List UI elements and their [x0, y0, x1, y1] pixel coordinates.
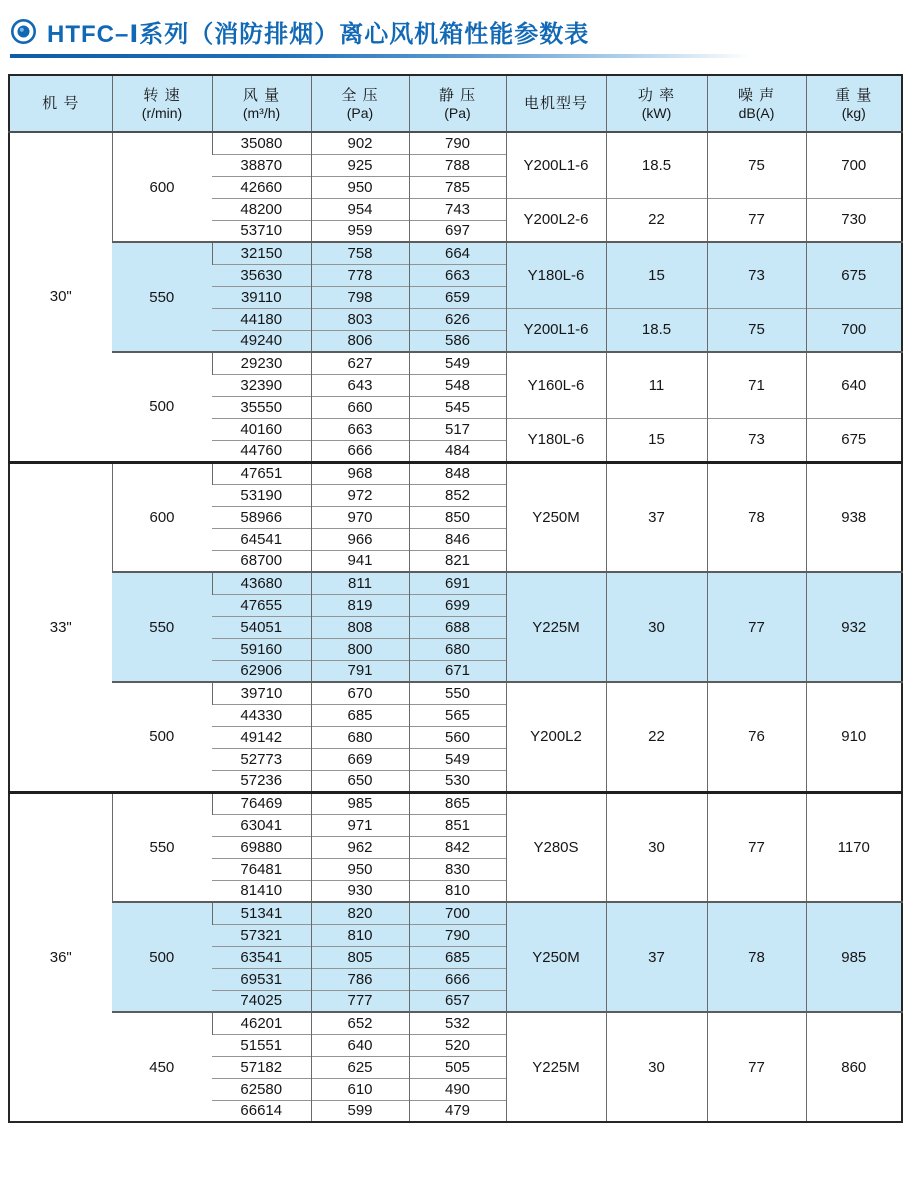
column-header-3: 全 压 (Pa): [311, 75, 409, 132]
total-pressure-cell: 959: [311, 220, 409, 242]
total-pressure-cell: 627: [311, 352, 409, 374]
total-pressure-cell: 670: [311, 682, 409, 704]
static-pressure-cell: 743: [409, 198, 506, 220]
static-pressure-cell: 657: [409, 990, 506, 1012]
motor-model-cell: Y225M: [506, 572, 606, 682]
motor-model-cell: Y200L1-6: [506, 308, 606, 352]
airflow-cell: 62580: [212, 1078, 311, 1100]
airflow-cell: 35080: [212, 132, 311, 154]
speed-cell: 550: [112, 792, 212, 902]
airflow-cell: 81410: [212, 880, 311, 902]
noise-cell: 75: [707, 308, 806, 352]
airflow-cell: 57236: [212, 770, 311, 792]
total-pressure-cell: 786: [311, 968, 409, 990]
static-pressure-cell: 520: [409, 1034, 506, 1056]
column-header-4: 静 压 (Pa): [409, 75, 506, 132]
total-pressure-cell: 777: [311, 990, 409, 1012]
column-header-2: 风 量 (m³/h): [212, 75, 311, 132]
airflow-cell: 69531: [212, 968, 311, 990]
motor-model-cell: Y280S: [506, 792, 606, 902]
total-pressure-cell: 625: [311, 1056, 409, 1078]
total-pressure-cell: 778: [311, 264, 409, 286]
airflow-cell: 49240: [212, 330, 311, 352]
airflow-cell: 32150: [212, 242, 311, 264]
static-pressure-cell: 830: [409, 858, 506, 880]
total-pressure-cell: 798: [311, 286, 409, 308]
power-cell: 37: [606, 902, 707, 1012]
total-pressure-cell: 663: [311, 418, 409, 440]
column-header-7: 噪 声 dB(A): [707, 75, 806, 132]
power-cell: 15: [606, 242, 707, 308]
power-cell: 22: [606, 682, 707, 792]
weight-cell: 932: [806, 572, 902, 682]
noise-cell: 77: [707, 1012, 806, 1122]
static-pressure-cell: 505: [409, 1056, 506, 1078]
weight-cell: 675: [806, 418, 902, 462]
total-pressure-cell: 811: [311, 572, 409, 594]
airflow-cell: 29230: [212, 352, 311, 374]
bullseye-icon: [10, 18, 37, 45]
total-pressure-cell: 930: [311, 880, 409, 902]
column-header-5: 电机型号: [506, 75, 606, 132]
motor-model-cell: Y160L-6: [506, 352, 606, 418]
motor-model-cell: Y225M: [506, 1012, 606, 1122]
weight-cell: 910: [806, 682, 902, 792]
total-pressure-cell: 666: [311, 440, 409, 462]
total-pressure-cell: 599: [311, 1100, 409, 1122]
static-pressure-cell: 788: [409, 154, 506, 176]
airflow-cell: 68700: [212, 550, 311, 572]
static-pressure-cell: 550: [409, 682, 506, 704]
total-pressure-cell: 652: [311, 1012, 409, 1034]
noise-cell: 78: [707, 902, 806, 1012]
motor-model-cell: Y200L1-6: [506, 132, 606, 198]
weight-cell: 700: [806, 132, 902, 198]
airflow-cell: 40160: [212, 418, 311, 440]
static-pressure-cell: 842: [409, 836, 506, 858]
page-title: HTFC–Ⅰ系列（消防排烟）离心风机箱性能参数表: [47, 21, 590, 48]
table-row: [9, 352, 902, 374]
static-pressure-cell: 671: [409, 660, 506, 682]
airflow-cell: 64541: [212, 528, 311, 550]
static-pressure-cell: 545: [409, 396, 506, 418]
total-pressure-cell: 643: [311, 374, 409, 396]
total-pressure-cell: 791: [311, 660, 409, 682]
noise-cell: 73: [707, 418, 806, 462]
motor-model-cell: Y250M: [506, 462, 606, 572]
airflow-cell: 39110: [212, 286, 311, 308]
airflow-cell: 39710: [212, 682, 311, 704]
table-row: [9, 132, 902, 154]
total-pressure-cell: 669: [311, 748, 409, 770]
table-row: [9, 902, 902, 924]
total-pressure-cell: 819: [311, 594, 409, 616]
power-cell: 30: [606, 572, 707, 682]
total-pressure-cell: 810: [311, 924, 409, 946]
weight-cell: 700: [806, 308, 902, 352]
motor-model-cell: Y250M: [506, 902, 606, 1012]
total-pressure-cell: 660: [311, 396, 409, 418]
static-pressure-cell: 626: [409, 308, 506, 330]
table-row: [9, 1012, 902, 1034]
static-pressure-cell: 846: [409, 528, 506, 550]
title-underline: [10, 54, 752, 58]
static-pressure-cell: 484: [409, 440, 506, 462]
weight-cell: 730: [806, 198, 902, 242]
speed-cell: 550: [112, 242, 212, 352]
airflow-cell: 38870: [212, 154, 311, 176]
total-pressure-cell: 971: [311, 814, 409, 836]
power-cell: 18.5: [606, 308, 707, 352]
airflow-cell: 58966: [212, 506, 311, 528]
airflow-cell: 44180: [212, 308, 311, 330]
fan-size-cell: 36": [9, 792, 112, 1122]
noise-cell: 76: [707, 682, 806, 792]
total-pressure-cell: 640: [311, 1034, 409, 1056]
noise-cell: 78: [707, 462, 806, 572]
power-cell: 37: [606, 462, 707, 572]
total-pressure-cell: 950: [311, 176, 409, 198]
total-pressure-cell: 968: [311, 462, 409, 484]
airflow-cell: 48200: [212, 198, 311, 220]
noise-cell: 71: [707, 352, 806, 418]
airflow-cell: 42660: [212, 176, 311, 198]
table-row: [9, 792, 902, 814]
total-pressure-cell: 925: [311, 154, 409, 176]
total-pressure-cell: 806: [311, 330, 409, 352]
static-pressure-cell: 490: [409, 1078, 506, 1100]
total-pressure-cell: 950: [311, 858, 409, 880]
fan-size-cell: 30": [9, 132, 112, 462]
airflow-cell: 52773: [212, 748, 311, 770]
table-row: [9, 682, 902, 704]
table-row: [9, 242, 902, 264]
static-pressure-cell: 586: [409, 330, 506, 352]
airflow-cell: 66614: [212, 1100, 311, 1122]
column-header-1: 转 速 (r/min): [112, 75, 212, 132]
weight-cell: 640: [806, 352, 902, 418]
static-pressure-cell: 530: [409, 770, 506, 792]
weight-cell: 1170: [806, 792, 902, 902]
motor-model-cell: Y180L-6: [506, 418, 606, 462]
airflow-cell: 44330: [212, 704, 311, 726]
airflow-cell: 47651: [212, 462, 311, 484]
airflow-cell: 32390: [212, 374, 311, 396]
airflow-cell: 69880: [212, 836, 311, 858]
static-pressure-cell: 790: [409, 924, 506, 946]
weight-cell: 938: [806, 462, 902, 572]
noise-cell: 75: [707, 132, 806, 198]
page-title-row: [8, 10, 902, 51]
column-header-0: 机 号: [9, 75, 112, 132]
noise-cell: 77: [707, 792, 806, 902]
static-pressure-cell: 850: [409, 506, 506, 528]
static-pressure-cell: 517: [409, 418, 506, 440]
weight-cell: 860: [806, 1012, 902, 1122]
static-pressure-cell: 691: [409, 572, 506, 594]
total-pressure-cell: 685: [311, 704, 409, 726]
speed-cell: 600: [112, 462, 212, 572]
total-pressure-cell: 758: [311, 242, 409, 264]
airflow-cell: 54051: [212, 616, 311, 638]
static-pressure-cell: 666: [409, 968, 506, 990]
speed-cell: 550: [112, 572, 212, 682]
airflow-cell: 74025: [212, 990, 311, 1012]
table-body: [9, 132, 902, 1122]
static-pressure-cell: 680: [409, 638, 506, 660]
total-pressure-cell: 972: [311, 484, 409, 506]
speed-cell: 500: [112, 902, 212, 1012]
weight-cell: 985: [806, 902, 902, 1012]
airflow-cell: 57182: [212, 1056, 311, 1078]
static-pressure-cell: 548: [409, 374, 506, 396]
airflow-cell: 76469: [212, 792, 311, 814]
column-header-8: 重 量 (kg): [806, 75, 902, 132]
static-pressure-cell: 659: [409, 286, 506, 308]
airflow-cell: 35630: [212, 264, 311, 286]
fan-size-cell: 33": [9, 462, 112, 792]
static-pressure-cell: 697: [409, 220, 506, 242]
airflow-cell: 35550: [212, 396, 311, 418]
static-pressure-cell: 549: [409, 748, 506, 770]
static-pressure-cell: 851: [409, 814, 506, 836]
speed-cell: 500: [112, 682, 212, 792]
power-cell: 15: [606, 418, 707, 462]
total-pressure-cell: 941: [311, 550, 409, 572]
static-pressure-cell: 852: [409, 484, 506, 506]
airflow-cell: 46201: [212, 1012, 311, 1034]
airflow-cell: 51341: [212, 902, 311, 924]
static-pressure-cell: 821: [409, 550, 506, 572]
static-pressure-cell: 532: [409, 1012, 506, 1034]
airflow-cell: 76481: [212, 858, 311, 880]
table-header: [9, 75, 902, 132]
static-pressure-cell: 549: [409, 352, 506, 374]
total-pressure-cell: 803: [311, 308, 409, 330]
airflow-cell: 59160: [212, 638, 311, 660]
noise-cell: 77: [707, 572, 806, 682]
airflow-cell: 51551: [212, 1034, 311, 1056]
total-pressure-cell: 805: [311, 946, 409, 968]
static-pressure-cell: 700: [409, 902, 506, 924]
noise-cell: 73: [707, 242, 806, 308]
total-pressure-cell: 680: [311, 726, 409, 748]
static-pressure-cell: 565: [409, 704, 506, 726]
total-pressure-cell: 800: [311, 638, 409, 660]
static-pressure-cell: 699: [409, 594, 506, 616]
airflow-cell: 44760: [212, 440, 311, 462]
airflow-cell: 53190: [212, 484, 311, 506]
total-pressure-cell: 610: [311, 1078, 409, 1100]
total-pressure-cell: 650: [311, 770, 409, 792]
total-pressure-cell: 954: [311, 198, 409, 220]
weight-cell: 675: [806, 242, 902, 308]
static-pressure-cell: 790: [409, 132, 506, 154]
static-pressure-cell: 810: [409, 880, 506, 902]
power-cell: 30: [606, 792, 707, 902]
column-header-6: 功 率 (kW): [606, 75, 707, 132]
airflow-cell: 63541: [212, 946, 311, 968]
performance-table: [8, 74, 903, 1123]
motor-model-cell: Y200L2-6: [506, 198, 606, 242]
total-pressure-cell: 962: [311, 836, 409, 858]
table-row: [9, 462, 902, 484]
static-pressure-cell: 663: [409, 264, 506, 286]
speed-cell: 600: [112, 132, 212, 242]
motor-model-cell: Y180L-6: [506, 242, 606, 308]
static-pressure-cell: 685: [409, 946, 506, 968]
airflow-cell: 49142: [212, 726, 311, 748]
airflow-cell: 62906: [212, 660, 311, 682]
total-pressure-cell: 966: [311, 528, 409, 550]
static-pressure-cell: 479: [409, 1100, 506, 1122]
total-pressure-cell: 808: [311, 616, 409, 638]
static-pressure-cell: 785: [409, 176, 506, 198]
total-pressure-cell: 820: [311, 902, 409, 924]
noise-cell: 77: [707, 198, 806, 242]
airflow-cell: 47655: [212, 594, 311, 616]
airflow-cell: 63041: [212, 814, 311, 836]
static-pressure-cell: 688: [409, 616, 506, 638]
airflow-cell: 53710: [212, 220, 311, 242]
power-cell: 11: [606, 352, 707, 418]
total-pressure-cell: 985: [311, 792, 409, 814]
power-cell: 18.5: [606, 132, 707, 198]
total-pressure-cell: 902: [311, 132, 409, 154]
power-cell: 30: [606, 1012, 707, 1122]
static-pressure-cell: 560: [409, 726, 506, 748]
speed-cell: 450: [112, 1012, 212, 1122]
speed-cell: 500: [112, 352, 212, 462]
motor-model-cell: Y200L2: [506, 682, 606, 792]
table-row: [9, 572, 902, 594]
power-cell: 22: [606, 198, 707, 242]
static-pressure-cell: 848: [409, 462, 506, 484]
static-pressure-cell: 865: [409, 792, 506, 814]
static-pressure-cell: 664: [409, 242, 506, 264]
airflow-cell: 57321: [212, 924, 311, 946]
total-pressure-cell: 970: [311, 506, 409, 528]
airflow-cell: 43680: [212, 572, 311, 594]
